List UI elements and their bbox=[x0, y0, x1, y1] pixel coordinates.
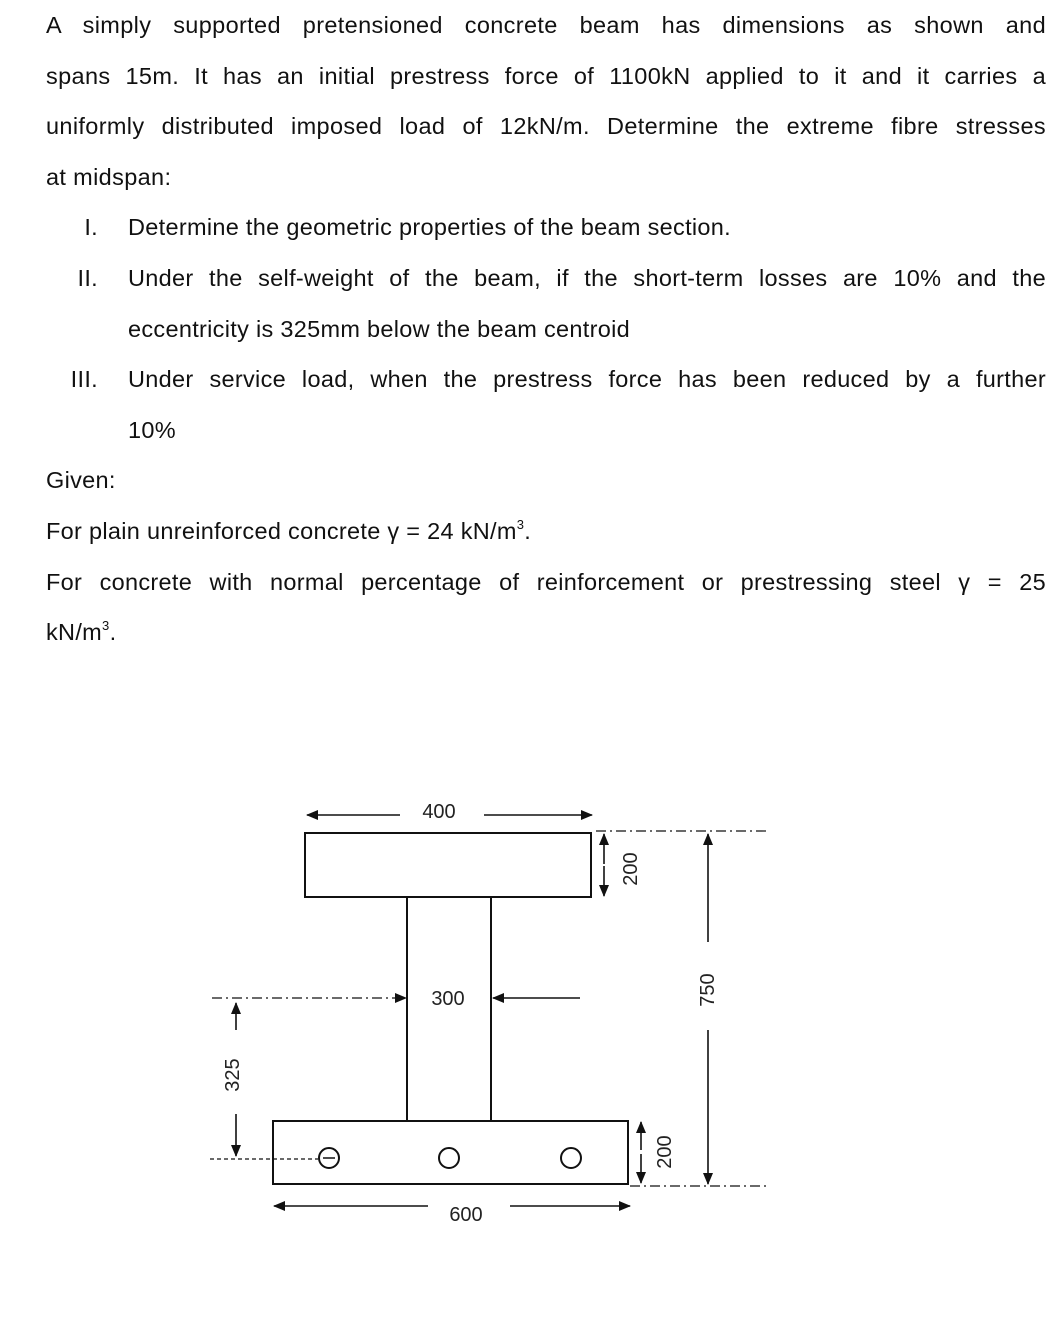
task-text: Determine the geometric properties of the beam section. bbox=[128, 214, 731, 241]
task-number: II. bbox=[77, 264, 98, 291]
problem-line: spans 15m. It has an initial prestress force of 1100kN applied to it and it carries a bbox=[46, 62, 1046, 89]
top-flange bbox=[305, 833, 591, 897]
dim-top-200-label: 200 bbox=[620, 852, 642, 886]
dim-400-label: 400 bbox=[422, 801, 456, 823]
given-plain-text: For plain unreinforced concrete γ = 24 kN/m bbox=[46, 517, 517, 544]
problem-line: at midspan: bbox=[46, 163, 172, 190]
dim-300-label: 300 bbox=[431, 988, 465, 1010]
unit-text: kN/m bbox=[46, 619, 103, 646]
task-number: I. bbox=[84, 214, 98, 241]
given-heading: Given: bbox=[46, 467, 116, 494]
problem-line: A simply supported pretensioned concrete beam has dimensions as shown and bbox=[46, 12, 1046, 38]
task-text: Under service load, when the prestress force has been reduced by a further bbox=[128, 366, 1046, 393]
superscript: 3 bbox=[516, 516, 525, 532]
tendon-center bbox=[439, 1148, 459, 1168]
dim-750-label: 750 bbox=[697, 973, 719, 1007]
period: . bbox=[109, 619, 117, 646]
dim-bottom-200-label: 200 bbox=[654, 1135, 676, 1169]
period: . bbox=[524, 517, 532, 544]
dim-600-label: 600 bbox=[449, 1204, 483, 1226]
task-text: 10% bbox=[128, 416, 176, 443]
problem-line: uniformly distributed imposed load of 12kN/m. Determine the extreme fibre stresses bbox=[46, 113, 1046, 140]
task-text: eccentricity is 325mm below the beam centroid bbox=[128, 315, 630, 342]
task-text: Under the self-weight of the beam, if the short-term losses are 10% and the bbox=[128, 264, 1046, 291]
task-number: III. bbox=[70, 366, 98, 393]
superscript: 3 bbox=[102, 618, 110, 634]
dim-325-label: 325 bbox=[222, 1058, 244, 1092]
tendon-right bbox=[561, 1148, 581, 1168]
given-reinforced-concrete: For concrete with normal percentage of reinforcement or prestressing steel γ = 25 bbox=[46, 568, 1046, 595]
